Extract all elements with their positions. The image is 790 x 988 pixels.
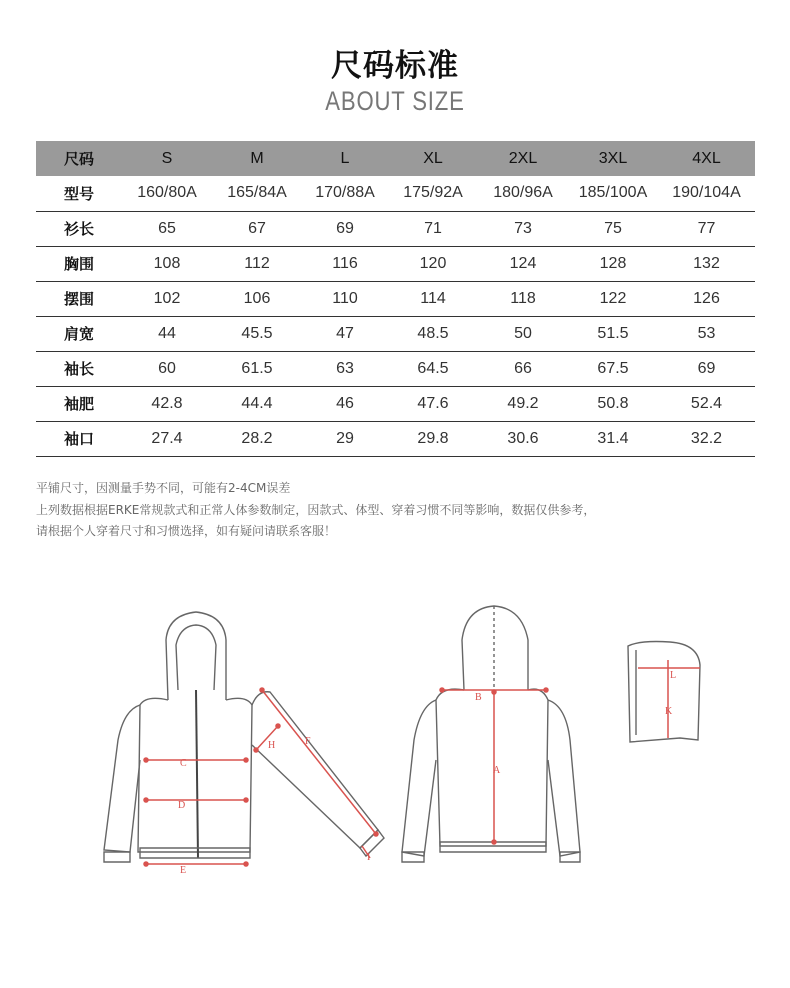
table-row [36, 316, 755, 351]
table-row [36, 421, 755, 456]
header-cell-size: 尺码 [36, 141, 122, 176]
measurement-diagram [0, 590, 790, 890]
table-cell: 27.4 [122, 421, 212, 456]
table-cell: 114 [388, 281, 478, 316]
label-d: D [178, 800, 186, 811]
table-cell: 126 [658, 281, 755, 316]
table-cell: 190/104A [658, 176, 755, 211]
header-cell: 2XL [478, 141, 568, 176]
row-label: 袖长 [36, 351, 122, 386]
table-cell: 122 [568, 281, 658, 316]
row-label: 衫长 [36, 211, 122, 246]
table-cell: 124 [478, 246, 568, 281]
header-cell: S [122, 141, 212, 176]
table-cell: 118 [478, 281, 568, 316]
label-k: K [665, 706, 673, 717]
table-cell: 160/80A [122, 176, 212, 211]
table-header-row [36, 141, 755, 176]
row-label: 摆围 [36, 281, 122, 316]
label-l: L [670, 670, 677, 681]
table-cell: 77 [658, 211, 755, 246]
note-line-3: 请根据个人穿着尺寸和习惯选择，如有疑问请联系客服！ [36, 524, 337, 538]
row-label: 型号 [36, 176, 122, 211]
table-cell: 28.2 [212, 421, 302, 456]
table-row [36, 386, 755, 421]
header-cell: XL [388, 141, 478, 176]
table-row [36, 351, 755, 386]
row-label: 袖口 [36, 421, 122, 456]
page-subtitle: ABOUT SIZE [325, 86, 465, 116]
label-h: H [268, 740, 276, 751]
label-f: F [305, 736, 311, 747]
table-row [36, 211, 755, 246]
table-cell: 52.4 [658, 386, 755, 421]
table-row [36, 246, 755, 281]
table-cell: 29.8 [388, 421, 478, 456]
table-cell: 112 [212, 246, 302, 281]
label-a: A [493, 765, 501, 776]
note-line-2: 上列数据根据ERKE常规款式和正常人体参数制定，因款式、体型、穿着习惯不同等影响，数据仅供参考， [36, 503, 596, 517]
table-cell: 42.8 [122, 386, 212, 421]
table-cell: 63 [302, 351, 388, 386]
table-cell: 60 [122, 351, 212, 386]
table-cell: 30.6 [478, 421, 568, 456]
jacket-back-outline [402, 606, 580, 862]
table-cell: 32.2 [658, 421, 755, 456]
table-cell: 75 [568, 211, 658, 246]
row-label: 肩宽 [36, 316, 122, 351]
table-cell: 185/100A [568, 176, 658, 211]
table-cell: 53 [658, 316, 755, 351]
table-cell: 61.5 [212, 351, 302, 386]
table-cell: 65 [122, 211, 212, 246]
measure-labels [178, 670, 676, 876]
jacket-front-outline [104, 612, 384, 862]
measure-lines [144, 660, 700, 866]
table-cell: 120 [388, 246, 478, 281]
size-table [36, 141, 755, 457]
table-cell: 46 [302, 386, 388, 421]
table-cell: 170/88A [302, 176, 388, 211]
table-row [36, 176, 755, 211]
row-label: 胸围 [36, 246, 122, 281]
table-cell: 44 [122, 316, 212, 351]
table-cell: 48.5 [388, 316, 478, 351]
row-label: 袖肥 [36, 386, 122, 421]
table-cell: 132 [658, 246, 755, 281]
table-cell: 69 [658, 351, 755, 386]
table-cell: 69 [302, 211, 388, 246]
label-i: I [367, 852, 371, 863]
table-cell: 73 [478, 211, 568, 246]
table-cell: 50 [478, 316, 568, 351]
table-cell: 67.5 [568, 351, 658, 386]
table-cell: 165/84A [212, 176, 302, 211]
header-cell: M [212, 141, 302, 176]
table-cell: 67 [212, 211, 302, 246]
table-cell: 47 [302, 316, 388, 351]
header-cell: 3XL [568, 141, 658, 176]
table-row [36, 281, 755, 316]
header-cell: L [302, 141, 388, 176]
table-cell: 66 [478, 351, 568, 386]
table-cell: 116 [302, 246, 388, 281]
table-cell: 50.8 [568, 386, 658, 421]
table-cell: 180/96A [478, 176, 568, 211]
table-cell: 128 [568, 246, 658, 281]
page-title: 尺码标准 [331, 48, 459, 84]
hood-side-outline [628, 642, 700, 743]
table-cell: 64.5 [388, 351, 478, 386]
table-cell: 29 [302, 421, 388, 456]
table-cell: 49.2 [478, 386, 568, 421]
table-cell: 71 [388, 211, 478, 246]
table-cell: 106 [212, 281, 302, 316]
table-cell: 110 [302, 281, 388, 316]
label-c: C [180, 758, 187, 769]
header-cell: 4XL [658, 141, 755, 176]
label-e: E [180, 865, 187, 876]
table-cell: 45.5 [212, 316, 302, 351]
table-cell: 102 [122, 281, 212, 316]
table-cell: 44.4 [212, 386, 302, 421]
label-b: B [475, 692, 482, 703]
table-cell: 47.6 [388, 386, 478, 421]
table-cell: 108 [122, 246, 212, 281]
table-cell: 51.5 [568, 316, 658, 351]
note-line-1: 平铺尺寸，因测量手势不同，可能有2-4CM误差 [36, 481, 291, 495]
table-cell: 175/92A [388, 176, 478, 211]
table-cell: 31.4 [568, 421, 658, 456]
